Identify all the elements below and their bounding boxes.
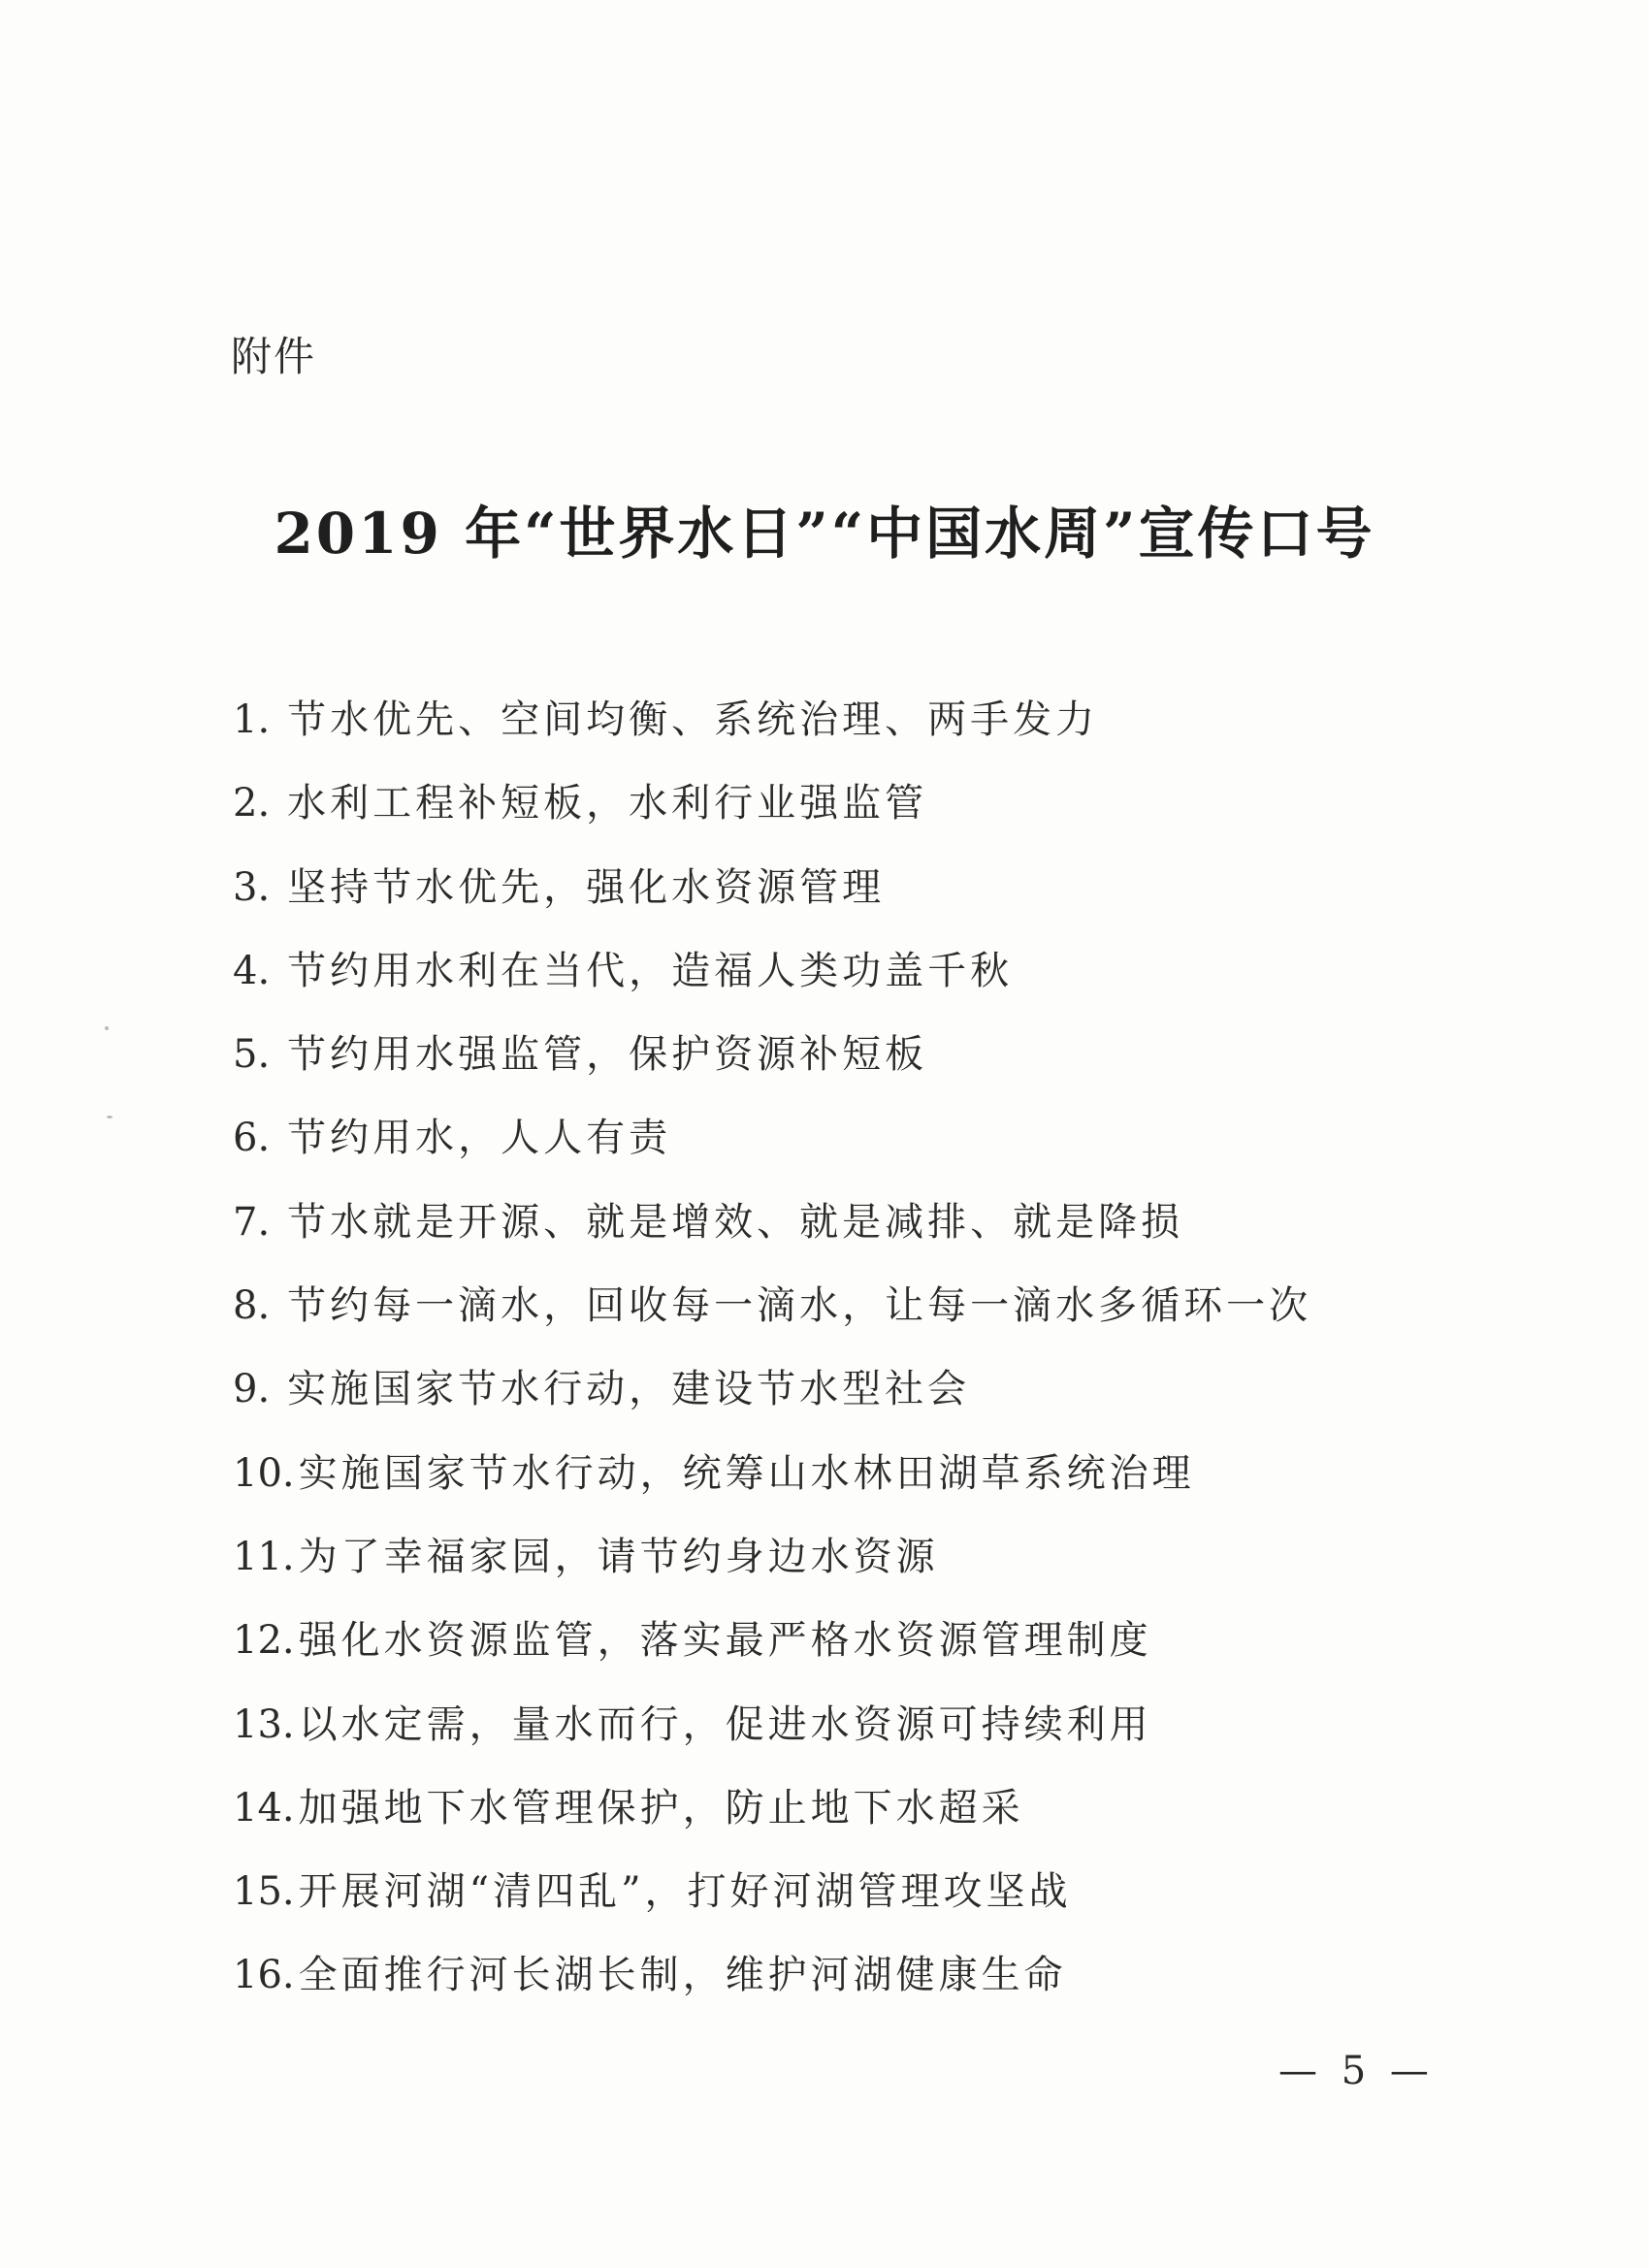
- slogan-item-12: [233, 1611, 1455, 1695]
- slogan-text: 节水就是开源、就是增效、就是减排、就是降损: [287, 1199, 1184, 1245]
- slogan-item-7: [233, 1193, 1455, 1277]
- slogan-text: 加强地下水管理保护，防止地下水超采: [298, 1785, 1024, 1831]
- slogan-item-13: [233, 1696, 1455, 1779]
- slogan-item-3: [233, 859, 1455, 942]
- document-title: 2019 年“世界水日”“中国水周”宣传口号: [274, 501, 1375, 567]
- slogan-text: 强化水资源监管，落实最严格水资源管理制度: [298, 1618, 1152, 1664]
- slogan-list: [233, 691, 1455, 2030]
- slogan-text: 以水定需，量水而行，促进水资源可持续利用: [298, 1701, 1152, 1747]
- slogan-item-2: [233, 774, 1455, 858]
- slogan-text: 全面推行河长湖长制，维护河湖健康生命: [298, 1953, 1067, 1998]
- slogan-text: 实施国家节水行动，建设节水型社会: [287, 1367, 971, 1412]
- slogan-item-10: [233, 1444, 1455, 1528]
- page-number: — 5 —: [1278, 2049, 1435, 2093]
- slogan-number: 12.: [233, 1618, 295, 1664]
- slogan-text: 为了幸福家园，请节约身边水资源: [298, 1534, 939, 1579]
- slogan-item-8: [233, 1277, 1455, 1360]
- slogan-number: 5.: [233, 1032, 271, 1078]
- slogan-text: 实施国家节水行动，统筹山水林田湖草系统治理: [298, 1450, 1195, 1496]
- scan-speck: [107, 1116, 113, 1118]
- slogan-number: 1.: [233, 697, 271, 742]
- slogan-text: 节水优先、空间均衡、系统治理、两手发力: [287, 697, 1099, 742]
- scan-speck: [105, 1026, 109, 1030]
- slogan-number: 7.: [233, 1199, 271, 1245]
- slogan-text: 节约每一滴水，回收每一滴水，让每一滴水多循环一次: [287, 1283, 1312, 1329]
- slogan-number: 3.: [233, 864, 271, 910]
- attachment-label: 附件: [231, 333, 317, 380]
- slogan-item-15: [233, 1863, 1455, 1946]
- slogan-number: 14.: [233, 1785, 295, 1831]
- slogan-item-1: [233, 691, 1455, 774]
- slogan-text: 节约用水，人人有责: [287, 1116, 672, 1161]
- slogan-number: 6.: [233, 1116, 271, 1161]
- slogan-item-9: [233, 1360, 1455, 1443]
- slogan-text: 坚持节水优先，强化水资源管理: [287, 864, 886, 910]
- slogan-item-11: [233, 1528, 1455, 1611]
- slogan-number: 13.: [233, 1701, 295, 1747]
- slogan-number: 16.: [233, 1953, 295, 1998]
- slogan-item-16: [233, 1946, 1455, 2029]
- slogan-number: 15.: [233, 1869, 295, 1915]
- slogan-number: 11.: [233, 1534, 295, 1579]
- slogan-number: 2.: [233, 781, 271, 826]
- slogan-number: 10.: [233, 1450, 295, 1496]
- slogan-number: 4.: [233, 948, 271, 993]
- slogan-number: 9.: [233, 1367, 271, 1412]
- slogan-item-6: [233, 1109, 1455, 1192]
- slogan-text: 水利工程补短板，水利行业强监管: [287, 781, 928, 826]
- slogan-item-5: [233, 1025, 1455, 1109]
- slogan-number: 8.: [233, 1283, 271, 1329]
- slogan-item-4: [233, 942, 1455, 1025]
- slogan-text: 开展河湖“清四乱”，打好河湖管理攻坚战: [298, 1869, 1072, 1915]
- slogan-item-14: [233, 1779, 1455, 1863]
- slogan-text: 节约用水利在当代，造福人类功盖千秋: [287, 948, 1014, 993]
- slogan-text: 节约用水强监管，保护资源补短板: [287, 1032, 928, 1078]
